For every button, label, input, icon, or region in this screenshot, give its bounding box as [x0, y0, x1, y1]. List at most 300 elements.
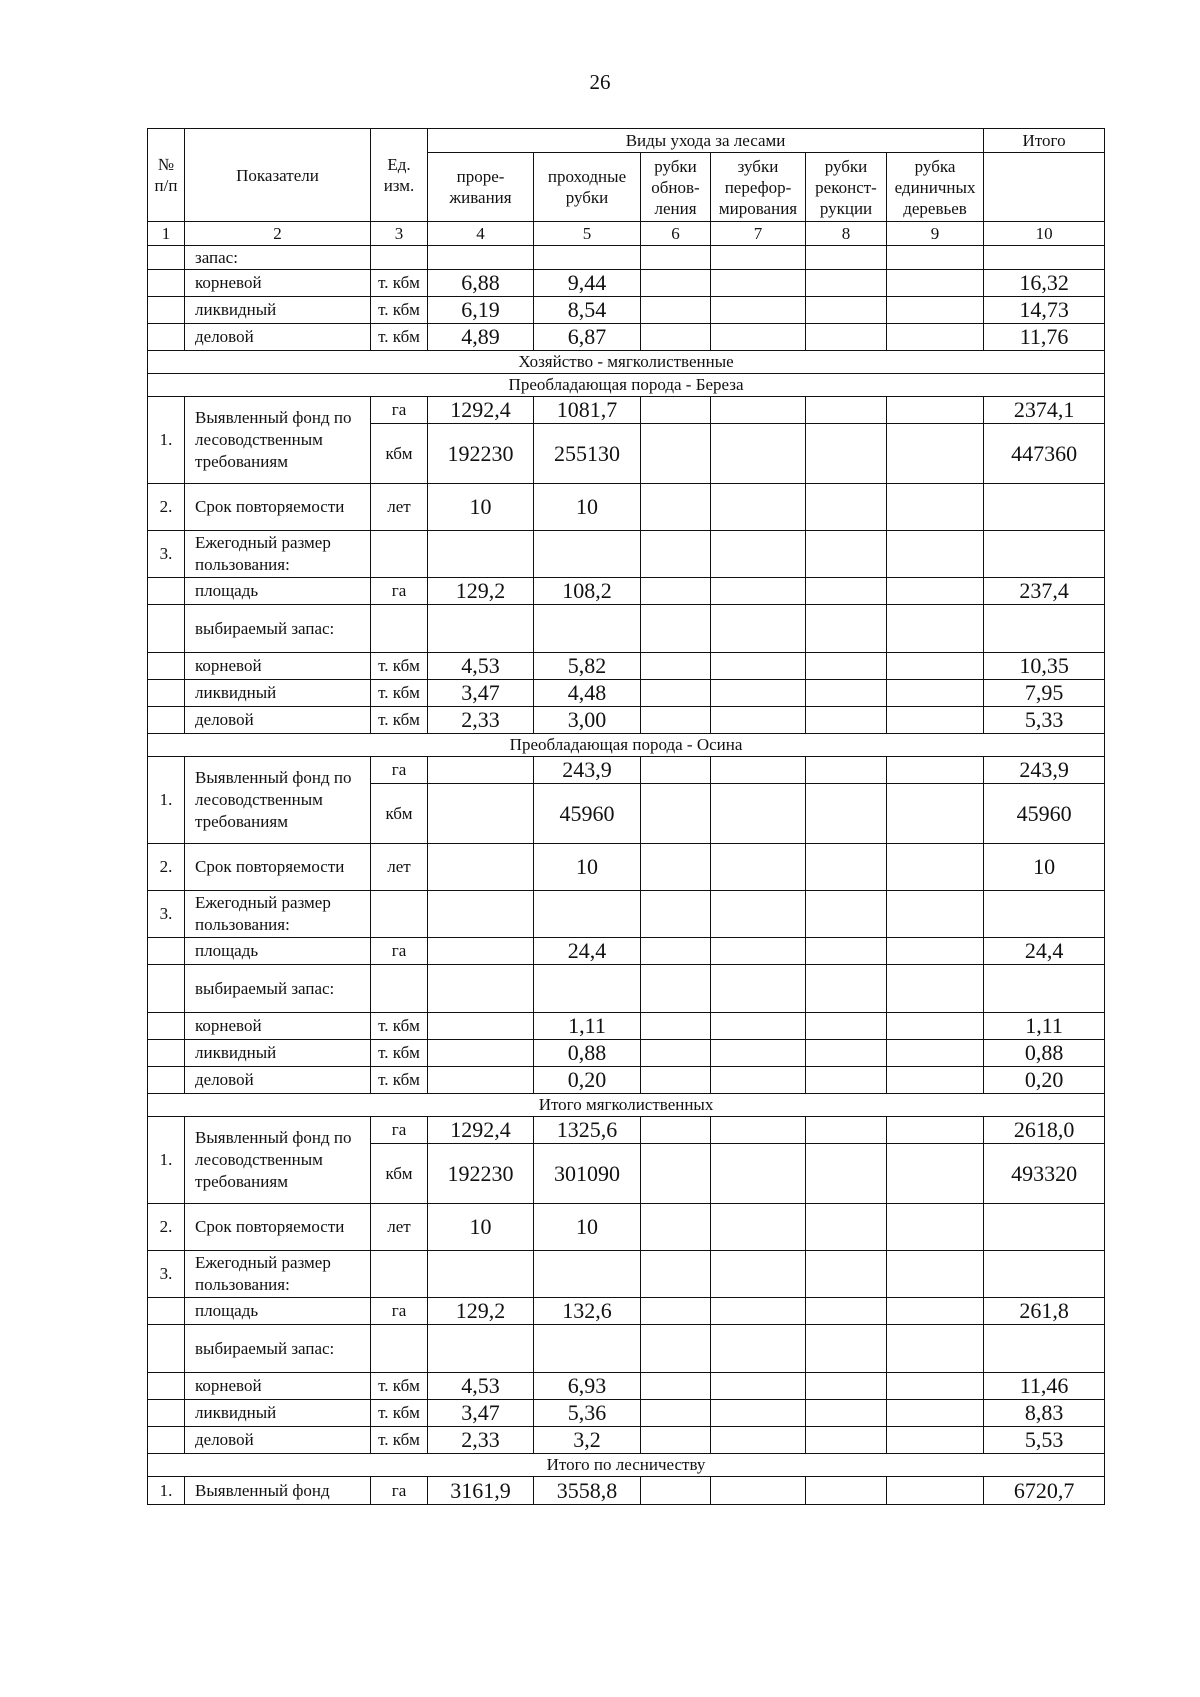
- row-label: площадь: [185, 1298, 371, 1325]
- value-cell: [887, 680, 984, 707]
- table-row: [148, 397, 1105, 424]
- value-cell: [887, 1013, 984, 1040]
- value-cell: [641, 1204, 711, 1251]
- value-cell: 0,88: [534, 1040, 641, 1067]
- value-cell: [641, 1251, 711, 1298]
- value-cell: [806, 605, 887, 653]
- value-cell: 0,20: [534, 1067, 641, 1094]
- total-cell: 10,35: [984, 653, 1105, 680]
- value-cell: [641, 1373, 711, 1400]
- header-total: Итого: [984, 129, 1105, 153]
- value-cell: [711, 1298, 806, 1325]
- row-number: [148, 246, 185, 270]
- row-label: площадь: [185, 578, 371, 605]
- table-row: [148, 1400, 1105, 1427]
- value-cell: [806, 1040, 887, 1067]
- value-cell: [641, 484, 711, 531]
- unit-cell: т. кбм: [371, 270, 428, 297]
- unit-cell: лет: [371, 1204, 428, 1251]
- column-number: 7: [711, 222, 806, 246]
- total-cell: 10: [984, 844, 1105, 891]
- value-cell: 132,6: [534, 1298, 641, 1325]
- row-number: [148, 605, 185, 653]
- total-cell: 7,95: [984, 680, 1105, 707]
- table-row: [148, 578, 1105, 605]
- value-cell: 9,44: [534, 270, 641, 297]
- value-cell: [806, 1067, 887, 1094]
- value-cell: [534, 531, 641, 578]
- row-number: 2.: [148, 844, 185, 891]
- total-cell: 243,9: [984, 757, 1105, 784]
- value-cell: [806, 324, 887, 351]
- value-cell: [534, 605, 641, 653]
- value-cell: [887, 784, 984, 844]
- unit-cell: т. кбм: [371, 1373, 428, 1400]
- row-label: корневой: [185, 270, 371, 297]
- unit-cell: га: [371, 1117, 428, 1144]
- value-cell: [806, 707, 887, 734]
- total-cell: 8,83: [984, 1400, 1105, 1427]
- value-cell: [806, 1013, 887, 1040]
- row-number: 3.: [148, 1251, 185, 1298]
- value-cell: [641, 324, 711, 351]
- value-cell: [887, 397, 984, 424]
- total-cell: 2374,1: [984, 397, 1105, 424]
- header-num: № п/п: [148, 129, 185, 222]
- value-cell: [428, 1251, 534, 1298]
- value-cell: 6,88: [428, 270, 534, 297]
- table-row: [148, 938, 1105, 965]
- value-cell: [887, 965, 984, 1013]
- value-cell: [534, 965, 641, 1013]
- value-cell: [806, 965, 887, 1013]
- column-number: 6: [641, 222, 711, 246]
- total-cell: [984, 965, 1105, 1013]
- value-cell: [806, 578, 887, 605]
- value-cell: 4,48: [534, 680, 641, 707]
- value-cell: [806, 1400, 887, 1427]
- table-row: [148, 270, 1105, 297]
- row-label: Выявленный фонд по лесоводственным требованиям: [185, 1117, 371, 1204]
- section-row: [148, 374, 1105, 397]
- row-label: деловой: [185, 1067, 371, 1094]
- row-number: [148, 1400, 185, 1427]
- unit-cell: т. кбм: [371, 1427, 428, 1454]
- value-cell: [711, 1400, 806, 1427]
- column-number: 9: [887, 222, 984, 246]
- total-cell: 447360: [984, 424, 1105, 484]
- column-number: 10: [984, 222, 1105, 246]
- value-cell: [887, 1117, 984, 1144]
- value-cell: 8,54: [534, 297, 641, 324]
- table-row: [148, 531, 1105, 578]
- unit-cell: га: [371, 1477, 428, 1505]
- section-row: [148, 1094, 1105, 1117]
- unit-cell: [371, 891, 428, 938]
- value-cell: [887, 270, 984, 297]
- value-cell: [711, 1373, 806, 1400]
- total-cell: 2618,0: [984, 1117, 1105, 1144]
- total-cell: [984, 605, 1105, 653]
- value-cell: [428, 531, 534, 578]
- value-cell: [711, 938, 806, 965]
- total-cell: 16,32: [984, 270, 1105, 297]
- table-row: [148, 1373, 1105, 1400]
- value-cell: [806, 424, 887, 484]
- value-cell: [887, 1204, 984, 1251]
- section-title: Преобладающая порода - Осина: [148, 734, 1105, 757]
- table-row: [148, 680, 1105, 707]
- value-cell: 1,11: [534, 1013, 641, 1040]
- value-cell: 1325,6: [534, 1117, 641, 1144]
- value-cell: [887, 1400, 984, 1427]
- value-cell: [711, 605, 806, 653]
- unit-cell: т. кбм: [371, 1040, 428, 1067]
- row-label: площадь: [185, 938, 371, 965]
- value-cell: [641, 578, 711, 605]
- row-number: [148, 938, 185, 965]
- value-cell: [641, 1117, 711, 1144]
- value-cell: [641, 757, 711, 784]
- row-number: [148, 1427, 185, 1454]
- value-cell: [641, 424, 711, 484]
- value-cell: 255130: [534, 424, 641, 484]
- row-label: ликвидный: [185, 1040, 371, 1067]
- value-cell: [428, 844, 534, 891]
- value-cell: [887, 844, 984, 891]
- value-cell: 301090: [534, 1144, 641, 1204]
- value-cell: [711, 1040, 806, 1067]
- table-row: [148, 1040, 1105, 1067]
- value-cell: [428, 1040, 534, 1067]
- value-cell: [711, 531, 806, 578]
- row-label: Выявленный фонд по лесоводственным требованиям: [185, 757, 371, 844]
- table-row: [148, 965, 1105, 1013]
- value-cell: 5,82: [534, 653, 641, 680]
- value-cell: [711, 397, 806, 424]
- value-cell: [641, 531, 711, 578]
- value-cell: [711, 784, 806, 844]
- row-label: выбираемый запас:: [185, 605, 371, 653]
- value-cell: [428, 1067, 534, 1094]
- value-cell: [887, 1040, 984, 1067]
- column-number: 3: [371, 222, 428, 246]
- value-cell: 3,00: [534, 707, 641, 734]
- row-label: Ежегодный размер пользования:: [185, 891, 371, 938]
- value-cell: [641, 1040, 711, 1067]
- value-cell: [711, 246, 806, 270]
- value-cell: [887, 246, 984, 270]
- value-cell: [887, 578, 984, 605]
- value-cell: [887, 1298, 984, 1325]
- value-cell: [534, 1251, 641, 1298]
- total-cell: 0,88: [984, 1040, 1105, 1067]
- unit-cell: лет: [371, 844, 428, 891]
- unit-cell: [371, 531, 428, 578]
- row-number: 2.: [148, 484, 185, 531]
- unit-cell: [371, 246, 428, 270]
- page-number: 26: [589, 70, 611, 94]
- row-label: выбираемый запас:: [185, 1325, 371, 1373]
- unit-cell: т. кбм: [371, 680, 428, 707]
- total-cell: [984, 891, 1105, 938]
- total-cell: 6720,7: [984, 1477, 1105, 1505]
- total-cell: 237,4: [984, 578, 1105, 605]
- value-cell: [641, 1298, 711, 1325]
- row-label: ликвидный: [185, 680, 371, 707]
- value-cell: [806, 680, 887, 707]
- value-cell: [887, 1427, 984, 1454]
- value-cell: [887, 653, 984, 680]
- row-number: [148, 578, 185, 605]
- column-number: 8: [806, 222, 887, 246]
- value-cell: [806, 531, 887, 578]
- unit-cell: га: [371, 757, 428, 784]
- value-cell: [711, 484, 806, 531]
- value-cell: [887, 707, 984, 734]
- unit-cell: лет: [371, 484, 428, 531]
- column-number: 4: [428, 222, 534, 246]
- row-label: корневой: [185, 1373, 371, 1400]
- value-cell: [534, 891, 641, 938]
- table-row: [148, 707, 1105, 734]
- value-cell: 10: [428, 484, 534, 531]
- value-cell: 2,33: [428, 707, 534, 734]
- table-row: [148, 484, 1105, 531]
- value-cell: 108,2: [534, 578, 641, 605]
- value-cell: [641, 1400, 711, 1427]
- value-cell: [887, 484, 984, 531]
- value-cell: [711, 1427, 806, 1454]
- value-cell: 3,47: [428, 680, 534, 707]
- unit-cell: [371, 1251, 428, 1298]
- value-cell: [806, 1373, 887, 1400]
- table-row: [148, 1204, 1105, 1251]
- value-cell: [711, 578, 806, 605]
- section-row: [148, 1454, 1105, 1477]
- total-cell: 0,20: [984, 1067, 1105, 1094]
- section-title: Хозяйство - мягколиственные: [148, 351, 1105, 374]
- value-cell: [641, 707, 711, 734]
- value-cell: [711, 1013, 806, 1040]
- value-cell: 45960: [534, 784, 641, 844]
- total-cell: [984, 1204, 1105, 1251]
- value-cell: [641, 397, 711, 424]
- value-cell: 10: [534, 484, 641, 531]
- value-cell: 4,89: [428, 324, 534, 351]
- value-cell: [887, 297, 984, 324]
- value-cell: 24,4: [534, 938, 641, 965]
- row-number: [148, 1373, 185, 1400]
- value-cell: [806, 1298, 887, 1325]
- total-cell: [984, 1325, 1105, 1373]
- row-number: 1.: [148, 1477, 185, 1505]
- table-row: [148, 1251, 1105, 1298]
- header-indicators: Показатели: [185, 129, 371, 222]
- row-label: Срок повторяемости: [185, 1204, 371, 1251]
- value-cell: [806, 484, 887, 531]
- value-cell: 4,53: [428, 1373, 534, 1400]
- value-cell: [711, 1144, 806, 1204]
- value-cell: [806, 270, 887, 297]
- unit-cell: [371, 1325, 428, 1373]
- header-col-single-trees: рубка единичных деревьев: [887, 153, 984, 222]
- value-cell: [428, 891, 534, 938]
- table-row: [148, 1117, 1105, 1144]
- total-cell: [984, 484, 1105, 531]
- total-cell: 11,76: [984, 324, 1105, 351]
- value-cell: [887, 891, 984, 938]
- row-number: 1.: [148, 1117, 185, 1204]
- value-cell: [534, 1325, 641, 1373]
- unit-cell: кбм: [371, 784, 428, 844]
- value-cell: [641, 938, 711, 965]
- row-label: Выявленный фонд по лесоводственным требованиям: [185, 397, 371, 484]
- row-label: Ежегодный размер пользования:: [185, 1251, 371, 1298]
- row-number: 3.: [148, 531, 185, 578]
- value-cell: [806, 297, 887, 324]
- table-row: [148, 605, 1105, 653]
- value-cell: [711, 297, 806, 324]
- value-cell: [887, 531, 984, 578]
- row-number: [148, 1040, 185, 1067]
- value-cell: [534, 246, 641, 270]
- table-row: [148, 1013, 1105, 1040]
- header-col-thinning: проре- живания: [428, 153, 534, 222]
- total-cell: 24,4: [984, 938, 1105, 965]
- row-number: [148, 1325, 185, 1373]
- value-cell: [887, 1067, 984, 1094]
- value-cell: [711, 653, 806, 680]
- value-cell: [711, 1117, 806, 1144]
- row-number: 2.: [148, 1204, 185, 1251]
- unit-cell: т. кбм: [371, 653, 428, 680]
- value-cell: [641, 1144, 711, 1204]
- total-cell: 1,11: [984, 1013, 1105, 1040]
- value-cell: [806, 1204, 887, 1251]
- total-cell: 14,73: [984, 297, 1105, 324]
- row-number: [148, 1298, 185, 1325]
- section-row: [148, 734, 1105, 757]
- value-cell: 1081,7: [534, 397, 641, 424]
- value-cell: 1292,4: [428, 397, 534, 424]
- row-label: ликвидный: [185, 297, 371, 324]
- header-col-passage-cutting: проходные рубки: [534, 153, 641, 222]
- value-cell: [641, 605, 711, 653]
- value-cell: [641, 1067, 711, 1094]
- value-cell: [887, 324, 984, 351]
- table-row: [148, 844, 1105, 891]
- row-number: [148, 653, 185, 680]
- row-number: [148, 270, 185, 297]
- unit-cell: га: [371, 578, 428, 605]
- value-cell: 10: [534, 1204, 641, 1251]
- value-cell: [887, 1325, 984, 1373]
- value-cell: [806, 397, 887, 424]
- unit-cell: кбм: [371, 424, 428, 484]
- value-cell: [711, 1204, 806, 1251]
- total-cell: 261,8: [984, 1298, 1105, 1325]
- total-cell: [984, 1251, 1105, 1298]
- value-cell: [806, 1477, 887, 1505]
- table-row: [148, 1298, 1105, 1325]
- value-cell: [641, 246, 711, 270]
- value-cell: [711, 757, 806, 784]
- total-cell: 45960: [984, 784, 1105, 844]
- value-cell: 6,87: [534, 324, 641, 351]
- value-cell: [428, 757, 534, 784]
- value-cell: [641, 1325, 711, 1373]
- value-cell: [887, 1144, 984, 1204]
- unit-cell: га: [371, 1298, 428, 1325]
- value-cell: [711, 1477, 806, 1505]
- value-cell: [711, 1251, 806, 1298]
- value-cell: [806, 246, 887, 270]
- header-col-renewal-cutting: рубки обнов- ления: [641, 153, 711, 222]
- row-number: [148, 707, 185, 734]
- value-cell: 3161,9: [428, 1477, 534, 1505]
- total-cell: 5,33: [984, 707, 1105, 734]
- column-number-row: [148, 222, 1105, 246]
- value-cell: 192230: [428, 1144, 534, 1204]
- unit-cell: т. кбм: [371, 1067, 428, 1094]
- unit-cell: [371, 965, 428, 1013]
- value-cell: [806, 1325, 887, 1373]
- value-cell: 2,33: [428, 1427, 534, 1454]
- row-label: Выявленный фонд: [185, 1477, 371, 1505]
- value-cell: [641, 270, 711, 297]
- table-row: [148, 1325, 1105, 1373]
- value-cell: 3,47: [428, 1400, 534, 1427]
- table-row: [148, 891, 1105, 938]
- value-cell: [806, 1427, 887, 1454]
- value-cell: 129,2: [428, 1298, 534, 1325]
- value-cell: [806, 891, 887, 938]
- value-cell: 6,19: [428, 297, 534, 324]
- row-label: выбираемый запас:: [185, 965, 371, 1013]
- value-cell: [641, 653, 711, 680]
- row-number: [148, 297, 185, 324]
- value-cell: 243,9: [534, 757, 641, 784]
- value-cell: [428, 1325, 534, 1373]
- table-row: [148, 757, 1105, 784]
- value-cell: [887, 1251, 984, 1298]
- value-cell: [711, 965, 806, 1013]
- unit-cell: га: [371, 938, 428, 965]
- header-unit: Ед. изм.: [371, 129, 428, 222]
- value-cell: [641, 844, 711, 891]
- value-cell: [806, 844, 887, 891]
- value-cell: [711, 1325, 806, 1373]
- value-cell: [887, 424, 984, 484]
- unit-cell: т. кбм: [371, 1400, 428, 1427]
- row-label: корневой: [185, 1013, 371, 1040]
- value-cell: 10: [534, 844, 641, 891]
- row-number: 1.: [148, 397, 185, 484]
- row-number: [148, 324, 185, 351]
- value-cell: [887, 605, 984, 653]
- value-cell: [711, 680, 806, 707]
- value-cell: [641, 965, 711, 1013]
- value-cell: [428, 605, 534, 653]
- column-number: 2: [185, 222, 371, 246]
- value-cell: [428, 965, 534, 1013]
- value-cell: [428, 246, 534, 270]
- row-number: 1.: [148, 757, 185, 844]
- column-number: 5: [534, 222, 641, 246]
- value-cell: [641, 891, 711, 938]
- forest-care-table: [147, 128, 1105, 1505]
